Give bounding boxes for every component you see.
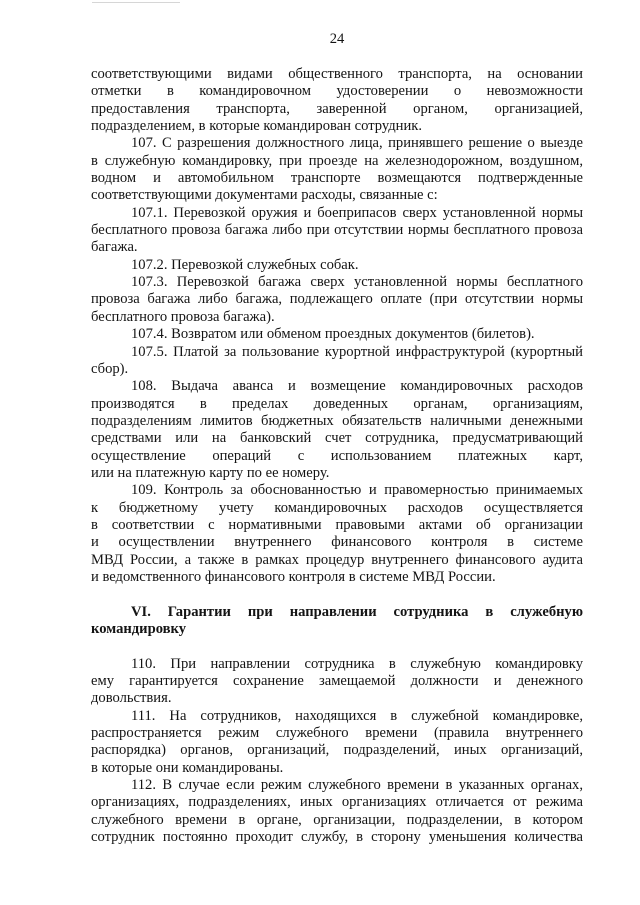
text-line: сбор). <box>91 360 129 377</box>
paragraph-107-4 <box>91 326 583 343</box>
text-line: и осуществлении внутреннего финансового контроля в системе <box>91 534 583 551</box>
text-line: 107.3. Перевозкой багажа сверх установленной нормы бесплатного <box>131 274 583 291</box>
text-line: бесплатного провоза багажа). <box>91 308 275 325</box>
text-line: осуществление операций с использованием платежных карт, <box>91 447 583 464</box>
paragraph-107-2 <box>91 257 583 274</box>
document-body <box>91 66 583 846</box>
blank-line <box>91 586 583 603</box>
text-line: в соответствии с нормативными правовыми актами об организации <box>91 516 583 533</box>
text-line: и ведомственного финансового контроля в системе МВД России. <box>91 568 496 585</box>
paragraph-107-5 <box>91 344 583 379</box>
text-line: 107.2. Перевозкой служебных собак. <box>131 256 359 273</box>
text-line: 107. С разрешения должностного лица, принявшего решение о выезде <box>131 135 583 152</box>
text-line: 111. На сотрудников, находящихся в служебной командировке, <box>131 707 583 724</box>
text-line: к бюджетному учету командировочных расходов осуществляется <box>91 499 583 516</box>
text-line: отметки в командировочном удостоверении о невозможности <box>91 83 583 100</box>
text-line: провоза багажа либо багажа, подлежащего оплате (при отсутствии нормы <box>91 291 583 308</box>
paragraph-107-3 <box>91 274 583 326</box>
text-line: бесплатного провоза багажа либо при отсутствии нормы бесплатного провоза <box>91 222 583 239</box>
text-line: производятся в пределах доведенных органам, организациям, <box>91 395 583 412</box>
text-line: багажа. <box>91 239 138 256</box>
text-line: 110. При направлении сотрудника в служебную командировку <box>131 655 583 672</box>
text-line: предоставления транспорта, заверенной органом, организацией, <box>91 100 583 117</box>
paragraph-110 <box>91 656 583 708</box>
text-line: 107.1. Перевозкой оружия и боеприпасов сверх установленной нормы <box>131 204 583 221</box>
paragraph-111 <box>91 708 583 777</box>
text-line: 109. Контроль за обоснованностью и правомерностью принимаемых <box>131 482 583 499</box>
text-line: или на платежную карту по ее номеру. <box>91 464 330 481</box>
text-line: организациях, подразделениях, иных организациях отличается от режима <box>91 794 583 811</box>
text-line: МВД России, а также в рамках процедур внутреннего финансового аудита <box>91 551 583 568</box>
text-line: соответствующими документами расходы, связанные с: <box>91 187 438 204</box>
text-line: 108. Выдача аванса и возмещение командировочных расходов <box>131 378 583 395</box>
scan-edge-mark <box>92 2 180 3</box>
text-line: служебного времени в органе, организации, подразделении, в котором <box>91 811 583 828</box>
paragraph-107-1 <box>91 205 583 257</box>
text-line: распространяется режим служебного времени (правила внутреннего <box>91 725 583 742</box>
text-line: средствами или на банковский счет сотрудника, предусматривающий <box>91 430 583 447</box>
text-line: ему гарантируется сохранение замещаемой должности и денежного <box>91 673 583 690</box>
text-line: распорядка) органов, организаций, подразделений, иных организаций, <box>91 742 583 759</box>
text-line: 107.4. Возвратом или обменом проездных документов (билетов). <box>131 326 535 343</box>
paragraph-108 <box>91 378 583 482</box>
text-line: водном и автомобильном транспорте возмещаются подтвержденные <box>91 170 583 187</box>
text-line: подразделением, в которые командирован сотрудник. <box>91 118 423 135</box>
paragraph-107 <box>91 135 583 204</box>
text-line: сотрудник постоянно проходит службу, в сторону уменьшения количества <box>91 829 583 846</box>
text-line: подразделениям лимитов бюджетных обязательств наличными денежными <box>91 412 583 429</box>
page-number: 24 <box>329 31 345 47</box>
text-line: 107.5. Платой за пользование курортной инфраструктурой (курортный <box>131 343 583 360</box>
text-line: довольствия. <box>91 690 172 707</box>
text-line: 112. В случае если режим служебного времени в указанных органах, <box>131 777 583 794</box>
paragraph-112 <box>91 777 583 846</box>
blank-line <box>91 638 583 655</box>
text-line: в которые они командированы. <box>91 759 284 776</box>
heading-line: командировку <box>91 621 187 637</box>
section-heading <box>91 604 583 639</box>
text-line: в служебную командировку, при проезде на железнодорожном, воздушном, <box>91 152 583 169</box>
heading-line: VI. Гарантии при направлении сотрудника в служебную <box>131 603 583 620</box>
paragraph-continued <box>91 66 583 135</box>
text-line: соответствующими видами общественного транспорта, на основании <box>91 66 583 82</box>
paragraph-109 <box>91 482 583 586</box>
